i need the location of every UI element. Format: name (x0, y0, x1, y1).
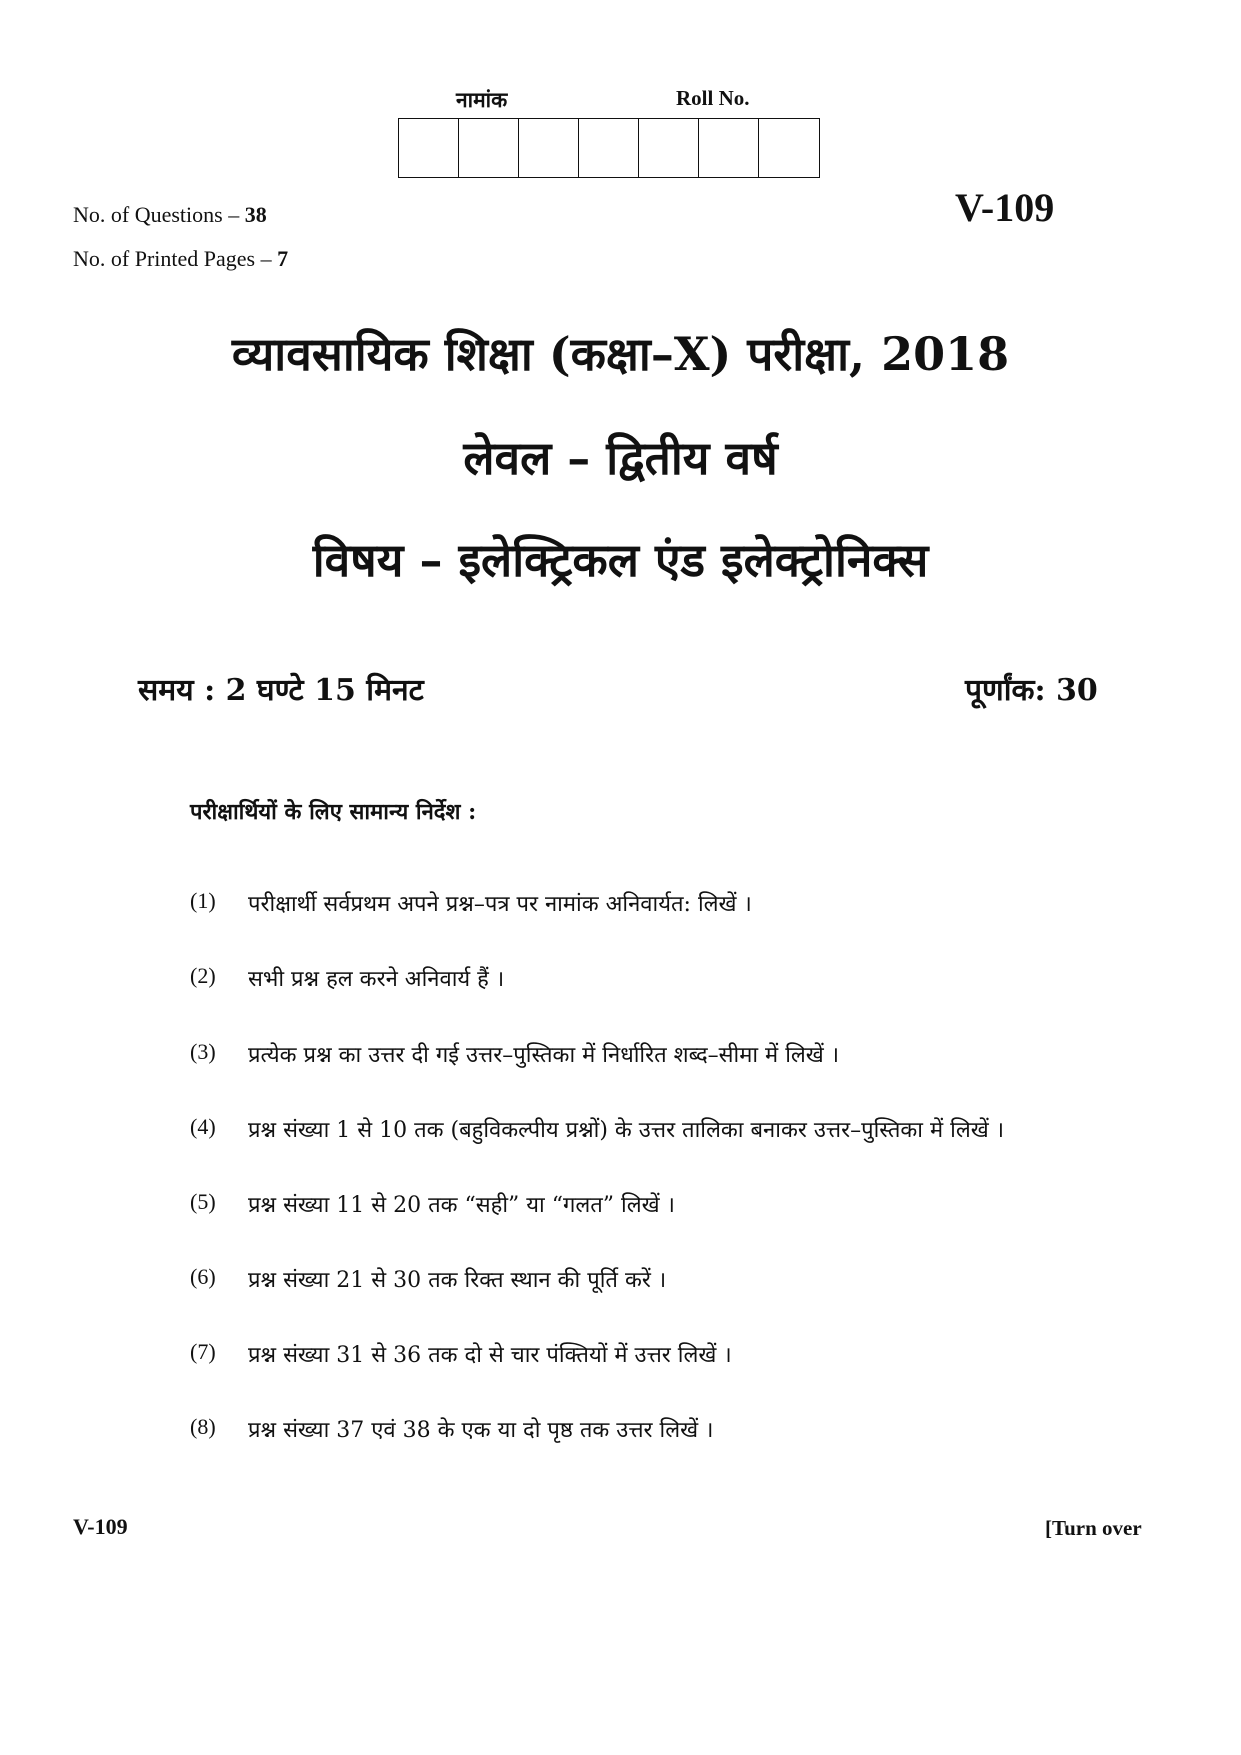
roll-box[interactable] (639, 119, 699, 177)
roll-label-english: Roll No. (676, 86, 750, 110)
instruction-item (190, 1264, 666, 1294)
instruction-item (190, 888, 752, 918)
instruction-number: (8) (190, 1414, 216, 1439)
roll-box[interactable] (759, 119, 819, 177)
exam-title: व्यावसायिक शिक्षा (कक्षा–X) परीक्षा, 2018 (231, 327, 1010, 381)
paper-code: V-109 (955, 185, 1055, 230)
instruction-item (190, 1339, 732, 1369)
instruction-text: प्रश्न संख्या 11 से 20 तक “सही” या “गलत” लिखें । (248, 1193, 675, 1218)
instruction-text: परीक्षार्थी सर्वप्रथम अपने प्रश्न–पत्र पर नामांक अनिवार्यत: लिखें । (248, 892, 752, 917)
instruction-text: प्रश्न संख्या 31 से 36 तक दो से चार पंक्तियों में उत्तर लिखें । (248, 1343, 732, 1368)
instruction-number: (3) (190, 1039, 216, 1064)
level-title: लेवल – द्वितीय वर्ष (463, 431, 778, 485)
no-of-pages-label: No. of Printed Pages – (73, 246, 278, 271)
instruction-number: (5) (190, 1189, 216, 1214)
no-of-questions (73, 202, 267, 228)
subject-title: विषय – इलेक्ट्रिकल एंड इलेक्ट्रोनिक्स (312, 533, 929, 587)
roll-label-hindi: नामांक (456, 87, 508, 112)
instruction-item (190, 963, 504, 993)
roll-box[interactable] (399, 119, 459, 177)
instruction-number: (7) (190, 1339, 216, 1364)
instruction-number: (4) (190, 1114, 216, 1139)
no-of-questions-label: No. of Questions – (73, 202, 245, 227)
no-of-pages (73, 246, 288, 272)
instruction-number: (1) (190, 888, 216, 913)
exam-duration: समय : 2 घण्टे 15 मिनट (138, 673, 424, 708)
instruction-item (190, 1039, 839, 1069)
instruction-number: (6) (190, 1264, 216, 1289)
instructions-heading: परीक्षार्थियों के लिए सामान्य निर्देश : (190, 799, 477, 825)
instruction-text: प्रश्न संख्या 37 एवं 38 के एक या दो पृष्ठ तक उत्तर लिखें । (248, 1418, 714, 1443)
roll-box[interactable] (579, 119, 639, 177)
roll-box[interactable] (459, 119, 519, 177)
no-of-pages-value: 7 (277, 246, 289, 271)
instruction-text: सभी प्रश्न हल करने अनिवार्य हैं । (248, 967, 505, 992)
instruction-item (190, 1114, 1004, 1144)
instruction-text: प्रश्न संख्या 21 से 30 तक रिक्त स्थान की पूर्ति करें । (248, 1268, 667, 1293)
instruction-text: प्रत्येक प्रश्न का उत्तर दी गई उत्तर–पुस्तिका में निर्धारित शब्द–सीमा में लिखें । (248, 1043, 840, 1068)
instruction-text: प्रश्न संख्या 1 से 10 तक (बहुविकल्पीय प्रश्नों) के उत्तर तालिका बनाकर उत्तर–पुस्तिका में लिखें । (248, 1118, 1005, 1143)
instruction-number: (2) (190, 963, 216, 988)
roll-box[interactable] (699, 119, 759, 177)
turn-over-note: [Turn over (1045, 1516, 1142, 1540)
no-of-questions-value: 38 (244, 202, 267, 227)
roll-box[interactable] (519, 119, 579, 177)
roll-number-boxes[interactable] (398, 118, 820, 178)
max-marks: पूर्णांक: 30 (965, 673, 1098, 708)
footer-paper-code: V-109 (73, 1514, 128, 1539)
instruction-item (190, 1189, 675, 1219)
instruction-item (190, 1414, 713, 1444)
